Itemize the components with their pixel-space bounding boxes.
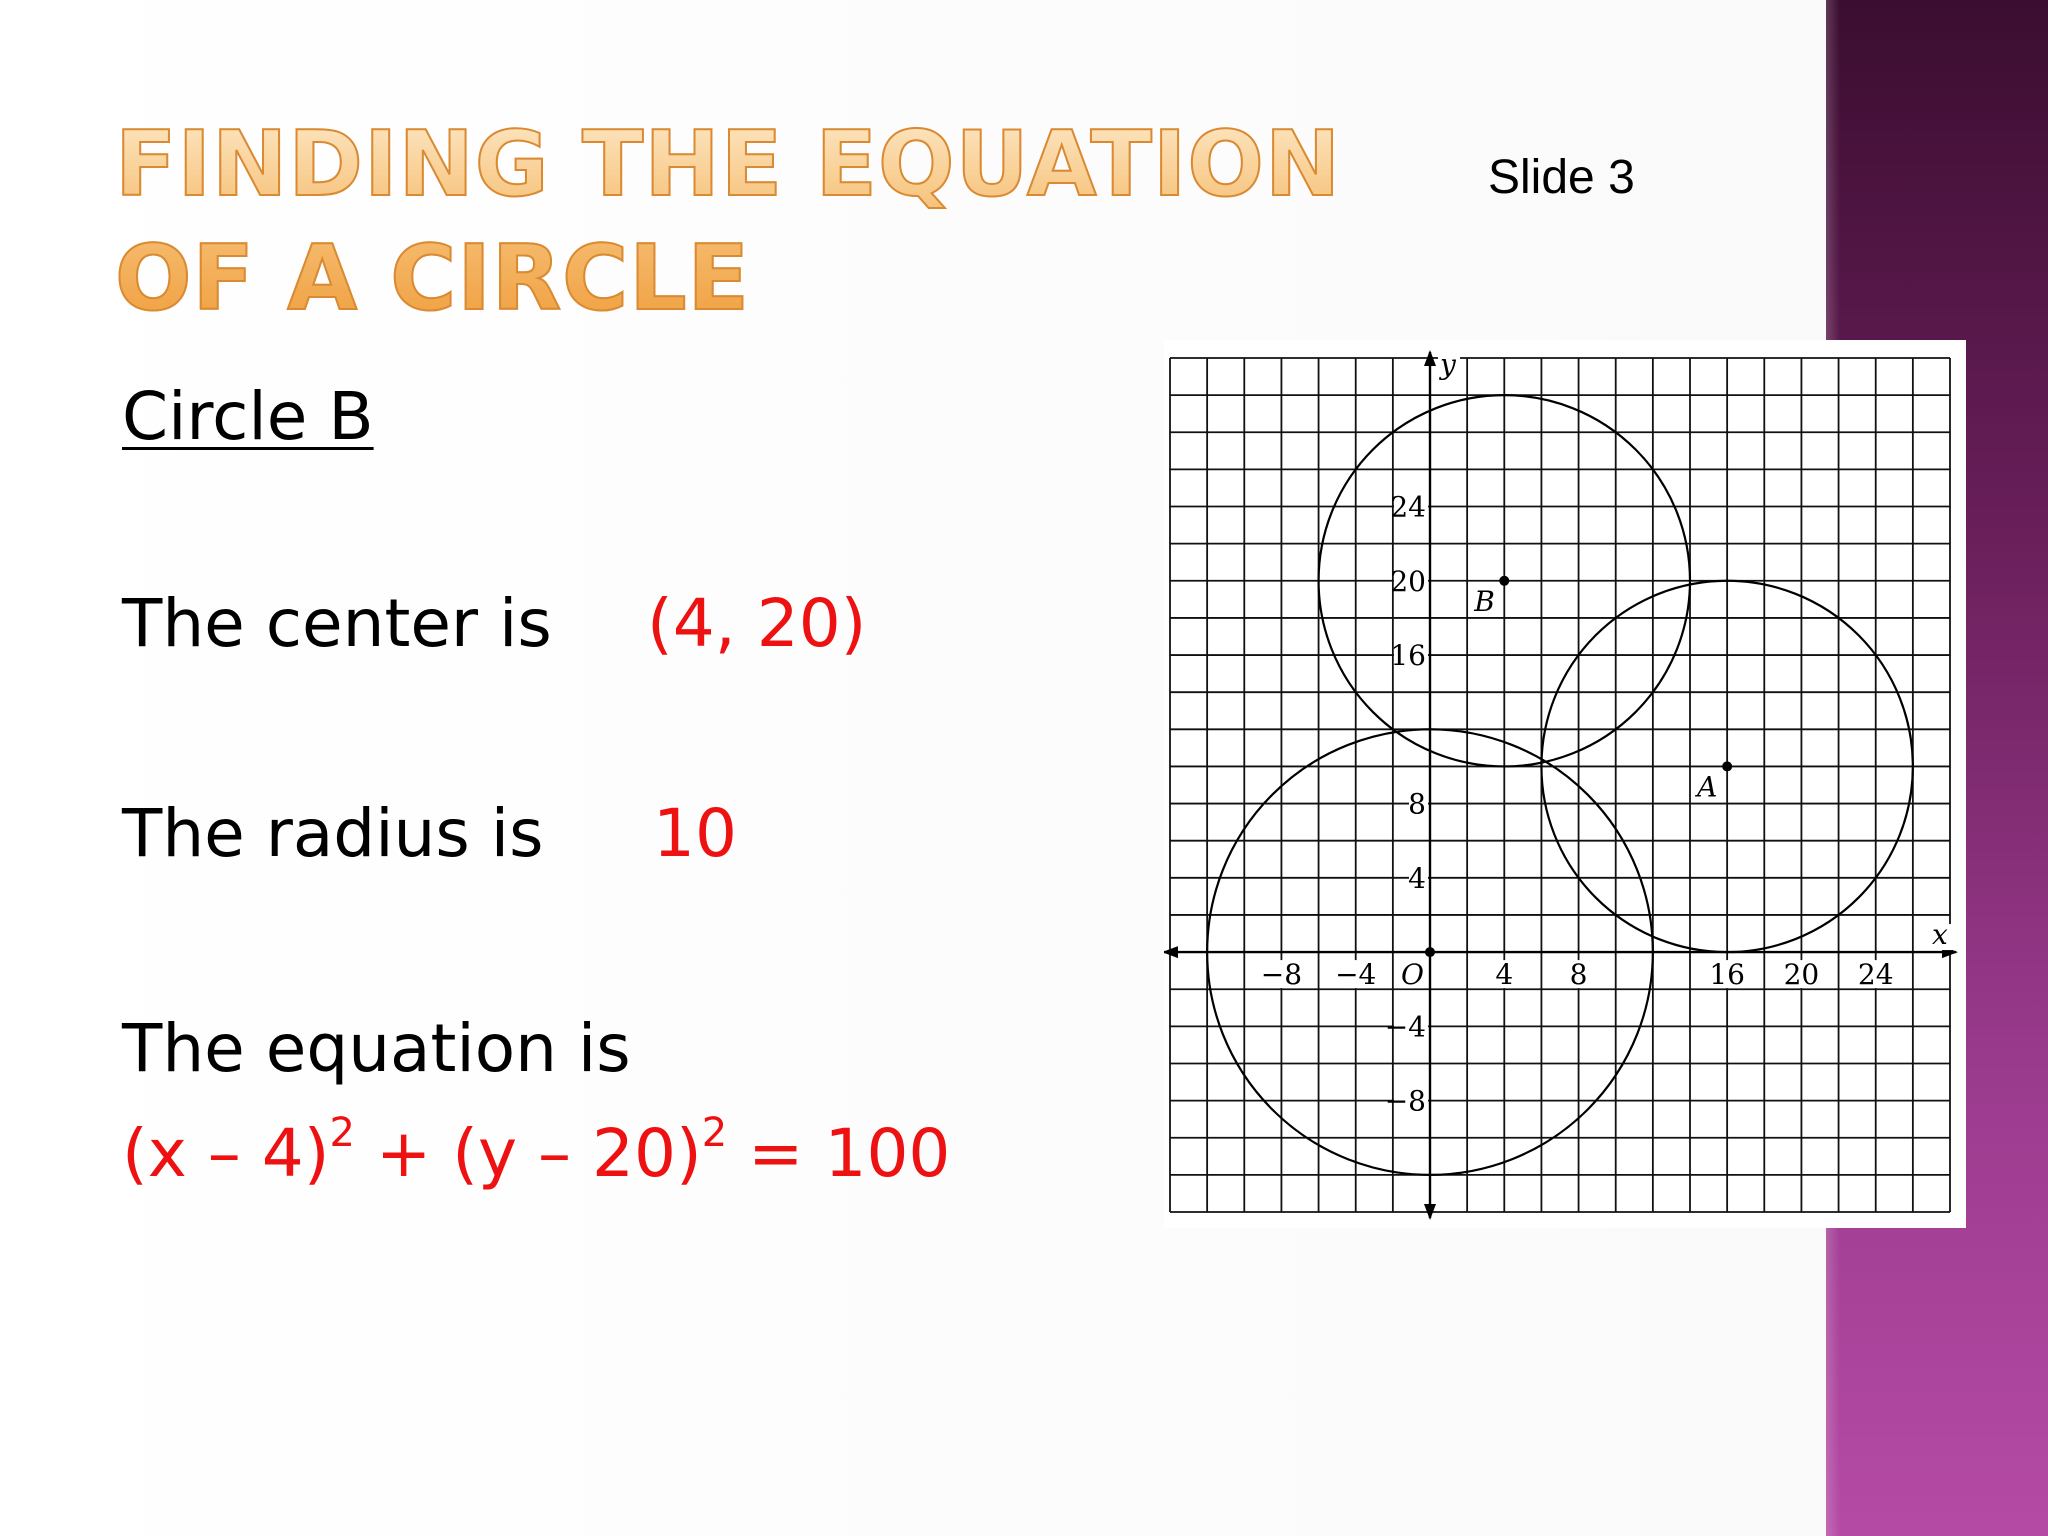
equation-exponent-2: 2 <box>701 1110 728 1156</box>
equation-part-2: + (y – 20) <box>354 1115 702 1192</box>
point-label-a: A <box>1697 770 1718 804</box>
point-label-b: B <box>1474 584 1495 618</box>
y-tick-label: 4 <box>1408 861 1426 895</box>
circle-label: Circle B <box>122 378 374 455</box>
y-tick-label: 16 <box>1390 639 1426 673</box>
y-tick-label: −4 <box>1384 1010 1426 1044</box>
x-tick-label: −4 <box>1335 958 1377 992</box>
y-tick-label: −8 <box>1384 1084 1426 1118</box>
x-tick-label: −8 <box>1260 958 1303 992</box>
point-b <box>1499 576 1509 586</box>
x-tick-label: 16 <box>1709 958 1745 992</box>
point-o <box>1425 947 1435 957</box>
radius-label: The radius is <box>122 795 544 872</box>
y-tick-label: 20 <box>1390 564 1426 598</box>
origin-label: O <box>1401 958 1424 992</box>
slide-number: Slide 3 <box>1488 151 1635 204</box>
x-tick-label: 4 <box>1495 958 1514 992</box>
equation <box>122 1110 951 1192</box>
center-value: (4, 20) <box>647 585 867 662</box>
equation-part-1: (x – 4) <box>122 1115 330 1192</box>
y-axis-name: y <box>1440 348 1456 381</box>
x-tick-label: 8 <box>1569 958 1588 992</box>
point-a <box>1722 761 1732 771</box>
equation-part-3: = 100 <box>727 1115 951 1192</box>
slide-title: FINDING THE EQUATION OF A CIRCLE <box>115 108 1455 336</box>
x-axis-name: x <box>1932 918 1948 952</box>
center-row <box>122 585 867 662</box>
coordinate-graph <box>1164 340 1966 1228</box>
y-tick-label: 8 <box>1408 787 1426 821</box>
equation-exponent-1: 2 <box>329 1110 355 1156</box>
equation-label: The equation is <box>122 1010 631 1087</box>
x-axis-arrow-left <box>1164 946 1178 958</box>
graph-svg <box>1164 340 1966 1228</box>
radius-row <box>122 795 737 872</box>
radius-value: 10 <box>653 795 737 872</box>
x-tick-label: 20 <box>1783 958 1820 992</box>
center-label: The center is <box>122 585 552 662</box>
y-tick-label: 24 <box>1390 490 1426 524</box>
x-tick-label: 24 <box>1857 958 1894 992</box>
